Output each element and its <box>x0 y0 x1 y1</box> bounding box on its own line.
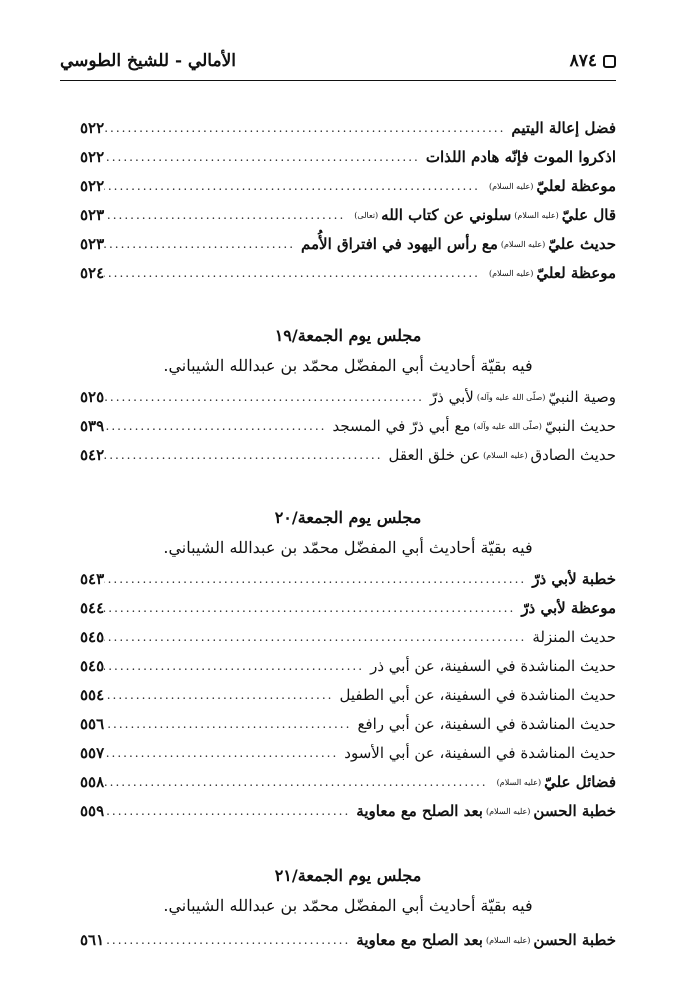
section-subtitle: فيه بقيّة أحاديث أبي المفضّل محمّد بن عبدالله الشيباني. <box>163 538 533 557</box>
leader-dots <box>104 237 301 251</box>
toc-entry <box>80 116 616 140</box>
entry-page: ٥٥٧ <box>80 744 105 762</box>
toc-entry <box>80 443 616 467</box>
entry-page: ٥٢٢ <box>80 148 105 166</box>
toc-entry <box>80 261 616 285</box>
entry-title: حديث الصادق(عليه السلام)عن خلق العقل <box>388 446 616 464</box>
entry-page: ٥٢٤ <box>80 264 105 282</box>
honorific: (عليه السلام) <box>488 182 534 191</box>
entry-page: ٥٢٥ <box>80 388 105 406</box>
leader-dots <box>104 775 493 789</box>
page-number-group <box>570 51 616 71</box>
entry-page: ٥٤٥ <box>80 657 105 675</box>
entry-page: ٥٥٤ <box>80 686 105 704</box>
toc-entry <box>80 174 616 198</box>
leader-dots <box>104 717 357 731</box>
leader-dots <box>104 390 430 404</box>
leader-dots <box>104 746 344 760</box>
toc-entry <box>80 712 616 736</box>
entry-title: فضائل عليّ(عليه السلام) <box>496 773 616 791</box>
entry-page: ٥٦١ <box>80 931 105 949</box>
entry-page: ٥٤٥ <box>80 628 105 646</box>
entry-page: ٥٤٤ <box>80 599 105 617</box>
entry-title: حديث المناشدة في السفينة، عن أبي رافع <box>357 715 616 733</box>
header-rule <box>60 80 616 81</box>
entry-title: حديث المناشدة في السفينة، عن أبي الأسود <box>344 744 616 762</box>
entry-title: خطبة لأبي ذرّ <box>532 570 616 588</box>
entry-title: حديث المنزلة <box>532 628 616 646</box>
toc-entry <box>80 799 616 823</box>
leader-dots <box>104 419 332 433</box>
leader-dots <box>104 121 511 135</box>
leader-dots <box>104 688 339 702</box>
entry-page: ٥٥٩ <box>80 802 105 820</box>
entry-title: خطبة الحسن(عليه السلام)بعد الصلح مع معاوية <box>356 931 616 949</box>
toc-entry <box>80 770 616 794</box>
entry-page: ٥٢٢ <box>80 177 105 195</box>
leader-dots <box>104 150 426 164</box>
honorific: (عليه السلام) <box>485 936 531 945</box>
entry-page: ٥٥٦ <box>80 715 105 733</box>
honorific: (عليه السلام) <box>496 778 542 787</box>
page-header <box>60 46 616 76</box>
entry-title: اذكروا الموت فإنّه هادم اللذات <box>425 148 616 166</box>
leader-dots <box>104 448 388 462</box>
toc-entry <box>80 203 616 227</box>
entry-page: ٥٣٩ <box>80 417 105 435</box>
honorific: (عليه السلام) <box>500 240 546 249</box>
entry-title: قال عليّ(عليه السلام)سلوني عن كتاب الله(تعالى) <box>354 206 616 224</box>
entry-title: وصية النبيّ(صلّى الله عليه وآله)لأبي ذرّ <box>429 388 616 406</box>
honorific: (عليه السلام) <box>485 807 531 816</box>
leader-dots <box>104 933 356 947</box>
honorific: (صلّى الله عليه وآله) <box>476 393 546 402</box>
leader-dots <box>104 601 521 615</box>
leader-dots <box>104 208 351 222</box>
section-title: مجلس يوم الجمعة/٢٠ <box>274 508 422 527</box>
section-subtitle: فيه بقيّة أحاديث أبي المفضّل محمّد بن عبدالله الشيباني. <box>163 896 533 915</box>
entry-page: ٥٥٨ <box>80 773 105 791</box>
toc-entry <box>80 145 616 169</box>
leader-dots <box>104 572 532 586</box>
toc-entry <box>80 232 616 256</box>
leader-dots <box>104 659 370 673</box>
page-number: ٨٧٤ <box>569 51 597 71</box>
toc-entry <box>80 625 616 649</box>
section-subtitle: فيه بقيّة أحاديث أبي المفضّل محمّد بن عبدالله الشيباني. <box>163 356 533 375</box>
entry-title: موعظة لأبي ذرّ <box>521 599 616 617</box>
entry-page: ٥٤٢ <box>80 446 105 464</box>
toc-entry <box>80 567 616 591</box>
entry-page: ٥٢٢ <box>80 119 105 137</box>
honorific: (عليه السلام) <box>483 451 528 460</box>
entry-title: موعظة لعليّ(عليه السلام) <box>488 264 616 282</box>
honorific: (عليه السلام) <box>514 211 559 220</box>
leader-dots <box>104 630 532 644</box>
toc-entry <box>80 654 616 678</box>
section-title: مجلس يوم الجمعة/١٩ <box>274 326 422 345</box>
honorific: (تعالى) <box>354 211 379 220</box>
entry-title: حديث النبيّ(صلّى الله عليه وآله)مع أبي ذرّ في المسجد <box>332 417 616 435</box>
square-icon <box>603 55 616 68</box>
leader-dots <box>104 804 356 818</box>
entry-title: حديث المناشدة في السفينة، عن أبي الطفيل <box>339 686 616 704</box>
leader-dots <box>104 266 486 280</box>
leader-dots <box>104 179 486 193</box>
entry-title: حديث المناشدة في السفينة، عن أبي ذر <box>370 657 616 675</box>
entry-page: ٥٢٣ <box>80 235 105 253</box>
entry-page: ٥٢٣ <box>80 206 105 224</box>
honorific: (صلّى الله عليه وآله) <box>473 422 542 431</box>
entry-title: موعظة لعليّ(عليه السلام) <box>488 177 616 195</box>
toc-entry <box>80 928 616 952</box>
toc-entry <box>80 596 616 620</box>
section-title: مجلس يوم الجمعة/٢١ <box>274 866 422 885</box>
entry-title: خطبة الحسن(عليه السلام)بعد الصلح مع معاوية <box>356 802 616 820</box>
honorific: (عليه السلام) <box>488 269 534 278</box>
entry-title: حديث عليّ(عليه السلام)مع رأس اليهود في افتراق الأُمم <box>301 235 616 253</box>
toc-entry <box>80 741 616 765</box>
running-title: الأمالي - للشيخ الطوسي <box>60 51 236 71</box>
entry-page: ٥٤٣ <box>80 570 105 588</box>
toc-entry <box>80 385 616 409</box>
toc-entry <box>80 683 616 707</box>
toc-entry <box>80 414 616 438</box>
entry-title: فضل إعالة اليتيم <box>511 119 616 137</box>
